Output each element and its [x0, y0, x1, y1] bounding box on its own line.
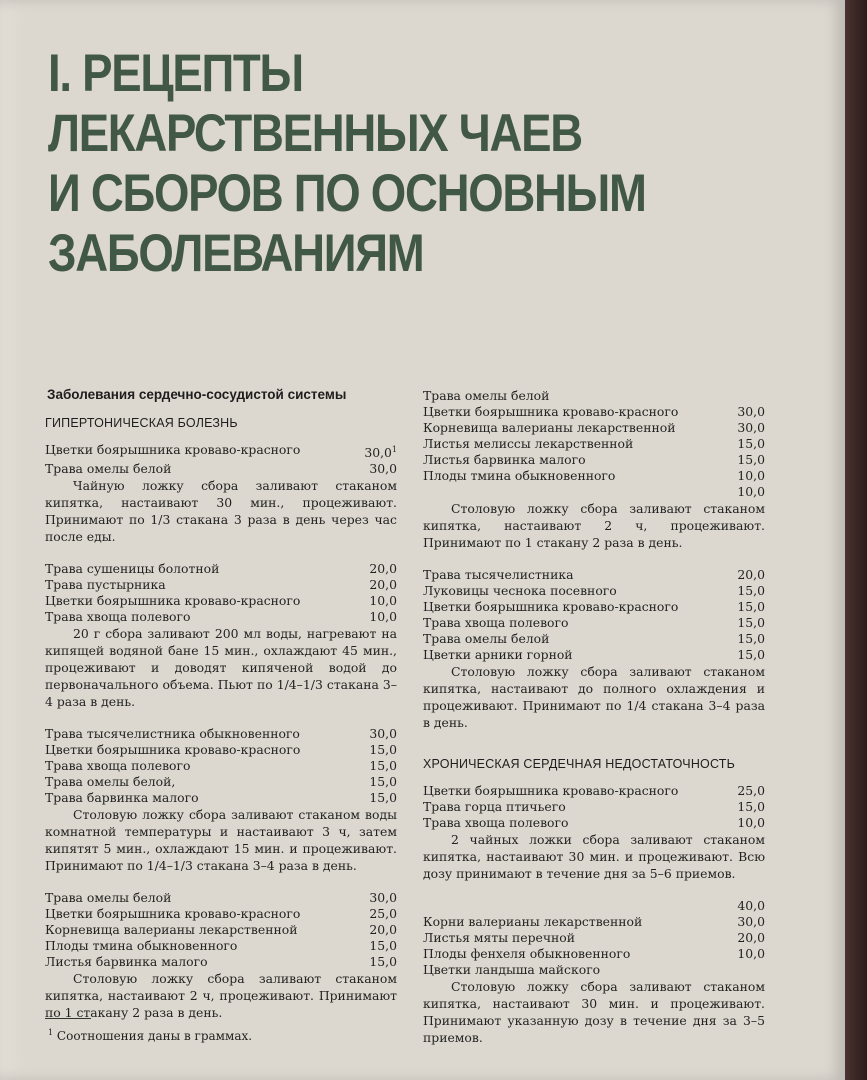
ingredient-row: [45, 609, 397, 625]
chapter-title: [48, 44, 743, 284]
ingredient-row: [423, 815, 765, 831]
recipe-list: [423, 388, 765, 731]
ingredient-amount: [735, 615, 765, 631]
ingredient-name: Трава тысячелистника обыкновенного: [45, 726, 300, 742]
ingredient-row: [423, 420, 765, 436]
amount-value: 20,0: [737, 930, 765, 945]
chapter-title-line: ЗАБОЛЕВАНИЯМ: [48, 224, 424, 283]
amount-value: 15,0: [369, 938, 397, 954]
ingredient-name: Цветки боярышника кроваво-красного: [45, 593, 301, 609]
ingredient-row: [45, 906, 397, 922]
ingredient-amount: [367, 906, 397, 922]
ingredient-name: Цветки боярышника кроваво-красного: [45, 906, 301, 922]
book-edge: [845, 0, 867, 1080]
ingredient-row: [423, 898, 765, 914]
ingredient-row: [423, 615, 765, 631]
recipe: [423, 783, 765, 882]
footnote-text: Соотношения даны в граммах.: [56, 1029, 253, 1043]
chapter-title-line: ЛЕКАРСТВЕННЫХ ЧАЕВ: [48, 104, 582, 163]
ingredient-row: [45, 442, 397, 461]
recipe-list: [45, 442, 397, 1021]
ingredient-amount: [735, 647, 765, 663]
ingredient-amount: [367, 726, 397, 742]
right-column: [423, 388, 765, 1062]
ingredient-name: Корневища валерианы лекарственной: [45, 922, 298, 938]
recipe: [45, 442, 397, 545]
amount-value: 20,0: [369, 561, 397, 577]
amount-value: 30,0: [369, 890, 397, 906]
chapter-title-line: И СБОРОВ ПО ОСНОВНЫМ: [48, 164, 646, 223]
ingredient-row: [45, 922, 397, 938]
amount-value: 10,0: [369, 609, 397, 625]
ingredient-name: Корни валерианы лекарственной: [423, 914, 643, 929]
amount-value: 15,0: [737, 583, 765, 598]
ingredient-amount: [735, 930, 765, 946]
ingredient-name: Трава омелы белой,: [45, 774, 176, 790]
ingredient-amount: [735, 815, 765, 831]
footnote-ref: 1: [391, 445, 397, 454]
ingredient-row: [45, 890, 397, 906]
amount-value: 10,0: [369, 593, 397, 609]
recipe: [423, 388, 765, 551]
ingredient-name: Трава омелы белой: [423, 388, 550, 403]
ingredient-name: Плоды фенхеля обыкновенного: [423, 946, 631, 961]
ingredient-row: [423, 631, 765, 647]
recipe: [423, 898, 765, 1046]
left-column: [45, 387, 397, 1037]
ingredient-amount: [367, 790, 397, 806]
ingredient-amount: [735, 583, 765, 599]
amount-value: 15,0: [737, 436, 765, 451]
ingredient-name: Цветки боярышника кроваво-красного: [45, 442, 301, 457]
ingredient-row: [423, 930, 765, 946]
amount-value: 25,0: [369, 906, 397, 922]
ingredient-name: Трава хвоща полевого: [423, 615, 569, 630]
amount-value: 15,0: [737, 799, 765, 814]
ingredient-amount: [367, 461, 397, 477]
ingredient-row: [45, 938, 397, 954]
recipe: [45, 726, 397, 874]
amount-value: 30,0: [364, 445, 392, 461]
amount-value: 25,0: [737, 783, 765, 798]
amount-value: 30,0: [737, 914, 765, 929]
ingredient-amount: [735, 599, 765, 615]
recipe-instructions: Столовую ложку сбора заливают стаканом кипятка, настаивают до полного охлаждения и процеживают. Принимают по 1/4 стакана 3–4 раза в день.: [423, 664, 765, 730]
ingredient-amount: [367, 774, 397, 790]
ingredient-row: [423, 484, 765, 500]
section-title: Заболевания сердечно-сосудистой системы: [47, 387, 347, 402]
ingredient-amount: [364, 442, 397, 461]
ingredient-amount: [735, 946, 765, 962]
ingredient-row: [423, 583, 765, 599]
ingredient-name: Плоды тмина обыкновенного: [423, 468, 616, 483]
amount-value: 30,0: [737, 420, 765, 435]
ingredient-row: [423, 783, 765, 799]
ingredient-amount: [735, 799, 765, 815]
ingredient-amount: [735, 898, 765, 914]
ingredient-amount: [367, 954, 397, 970]
ingredient-amount: [367, 742, 397, 758]
ingredient-name: Трава хвоща полевого: [45, 758, 191, 774]
amount-value: 10,0: [737, 946, 765, 961]
recipe: [45, 561, 397, 710]
ingredient-row: [423, 962, 765, 978]
ingredient-name: Трава барвинка малого: [45, 790, 199, 806]
recipe-instructions: Столовую ложку сбора заливают стаканом кипятка, настаивают 2 ч, процеживают. Принимают по 1 стакану 2 раза в день.: [423, 501, 765, 550]
ingredient-name: Трава хвоща полевого: [45, 609, 191, 625]
ingredient-amount: [735, 631, 765, 647]
ingredient-row: [423, 436, 765, 452]
ingredient-amount: [367, 890, 397, 906]
ingredient-row: [45, 593, 397, 609]
ingredient-row: [423, 946, 765, 962]
amount-value: 10,0: [737, 815, 765, 830]
ingredient-name: Цветки боярышника кроваво-красного: [45, 742, 301, 758]
ingredient-name: Листья барвинка малого: [423, 452, 586, 467]
ingredient-name: Цветки арники горной: [423, 647, 573, 662]
recipe: [423, 567, 765, 731]
amount-value: 20,0: [369, 577, 397, 593]
ingredient-name: Плоды тмина обыкновенного: [45, 938, 238, 954]
amount-value: 15,0: [369, 758, 397, 774]
ingredient-amount: [735, 420, 765, 436]
recipe-instructions: Столовую ложку сбора заливают стаканом воды комнатной температуры и настаивают 3 ч, затем кипятят 5 мин., охлаждают 15 мин. и процеживают. Принимают по 1/4–1/3 стакана 3–4 раза в день.: [45, 807, 397, 874]
ingredient-amount: [735, 783, 765, 799]
amount-value: 15,0: [369, 774, 397, 790]
ingredient-row: [423, 404, 765, 420]
ingredient-amount: [367, 561, 397, 577]
ingredient-row: [45, 577, 397, 593]
ingredient-name: Листья мяты перечной: [423, 930, 576, 945]
ingredient-amount: [367, 593, 397, 609]
ingredient-name: Корневища валерианы лекарственной: [423, 420, 676, 435]
recipe-instructions: Чайную ложку сбора заливают стаканом кипятка, настаивают 30 мин., процеживают. Принимают по 1/3 стакана 3 раза в день через час после еды.: [45, 478, 397, 545]
ingredient-amount: [367, 938, 397, 954]
ingredient-row: [45, 561, 397, 577]
amount-value: 20,0: [369, 922, 397, 938]
ingredient-name: Цветки боярышника кроваво-красного: [423, 599, 679, 614]
amount-value: 30,0: [369, 461, 397, 477]
amount-value: 20,0: [737, 567, 765, 582]
ingredient-row: [45, 774, 397, 790]
ingredient-row: [423, 599, 765, 615]
amount-value: 30,0: [737, 404, 765, 419]
amount-value: 15,0: [737, 647, 765, 662]
ingredient-amount: [735, 452, 765, 468]
ingredient-amount: [735, 914, 765, 930]
ingredient-row: [45, 742, 397, 758]
ingredient-name: Цветки боярышника кроваво-красного: [423, 404, 679, 419]
amount-value: 10,0: [737, 468, 765, 483]
amount-value: 30,0: [369, 726, 397, 742]
ingredient-name: Трава омелы белой: [45, 890, 172, 906]
ingredient-amount: [735, 388, 765, 404]
ingredient-amount: [735, 436, 765, 452]
ingredient-name: Листья барвинка малого: [45, 954, 208, 970]
footnote: [48, 1028, 252, 1043]
ingredient-amount: [367, 609, 397, 625]
ingredient-row: [423, 799, 765, 815]
ingredient-row: [423, 647, 765, 663]
ingredient-row: [423, 388, 765, 404]
amount-value: 15,0: [737, 452, 765, 467]
ingredient-amount: [367, 577, 397, 593]
subsection-title: ГИПЕРТОНИЧЕСКАЯ БОЛЕЗНЬ: [45, 416, 238, 430]
recipe-instructions: Столовую ложку сбора заливают стаканом кипятка, настаивают 2 ч, процеживают. Принимают по 1 стакану 2 раза в день.: [45, 971, 397, 1021]
ingredient-row: [45, 758, 397, 774]
ingredient-name: Трава горца птичьего: [423, 799, 566, 814]
ingredient-row: [423, 452, 765, 468]
amount-value: 15,0: [369, 790, 397, 806]
ingredient-name: Трава пустырника: [45, 577, 166, 593]
recipe: [45, 890, 397, 1021]
ingredient-row: [45, 790, 397, 806]
ingredient-amount: [367, 922, 397, 938]
ingredient-row: [423, 567, 765, 583]
ingredient-name: Трава тысячелистника: [423, 567, 574, 582]
recipe-instructions: Столовую ложку сбора заливают стаканом кипятка, настаивают 30 мин. и процеживают. Принимают указанную дозу в течение дня за 3–5 приемов.: [423, 979, 765, 1045]
ingredient-name: Цветки боярышника кроваво-красного: [423, 783, 679, 798]
ingredient-amount: [367, 758, 397, 774]
subsection-title: ХРОНИЧЕСКАЯ СЕРДЕЧНАЯ НЕДОСТАТОЧНОСТЬ: [423, 757, 736, 771]
ingredient-amount: [735, 962, 765, 978]
footnote-mark: 1: [48, 1028, 54, 1037]
ingredient-name: Листья мелиссы лекарственной: [423, 436, 634, 451]
ingredient-name: Трава омелы белой: [423, 631, 550, 646]
ingredient-name: Трава хвоща полевого: [423, 815, 569, 830]
ingredient-row: [45, 461, 397, 477]
ingredient-amount: [735, 567, 765, 583]
ingredient-name: Трава омелы белой: [45, 461, 172, 477]
amount-value: 15,0: [737, 599, 765, 614]
ingredient-row: [423, 914, 765, 930]
ingredient-row: [45, 954, 397, 970]
footnote-divider: [45, 1018, 91, 1019]
amount-value: 15,0: [737, 631, 765, 646]
ingredient-row: [45, 726, 397, 742]
recipe-instructions: 20 г сбора заливают 200 мл воды, нагревают на кипящей водяной бане 15 мин., охлаждают 45 мин., процеживают и доводят кипяченой водой до первоначального объема. Пьют по 1/4–1/3 стакана 3–4 раза в день.: [45, 626, 397, 710]
ingredient-name: Луковицы чеснока посевного: [423, 583, 617, 598]
amount-value: 40,0: [737, 898, 765, 913]
chapter-title-line: I. РЕЦЕПТЫ: [48, 44, 303, 103]
ingredient-name: Цветки ландыша майского: [423, 962, 601, 977]
recipe-list: [423, 783, 765, 1046]
amount-value: 15,0: [369, 742, 397, 758]
ingredient-amount: [735, 404, 765, 420]
ingredient-amount: [735, 468, 765, 484]
ingredient-name: Трава сушеницы болотной: [45, 561, 220, 577]
amount-value: 15,0: [369, 954, 397, 970]
amount-value: 15,0: [737, 615, 765, 630]
ingredient-amount: [735, 484, 765, 500]
ingredient-row: [423, 468, 765, 484]
recipe-instructions: 2 чайных ложки сбора заливают стаканом кипятка, настаивают 30 мин. и процеживают. Всю дозу принимают в течение дня за 5–6 приемов.: [423, 832, 765, 881]
amount-value: 10,0: [737, 484, 765, 499]
